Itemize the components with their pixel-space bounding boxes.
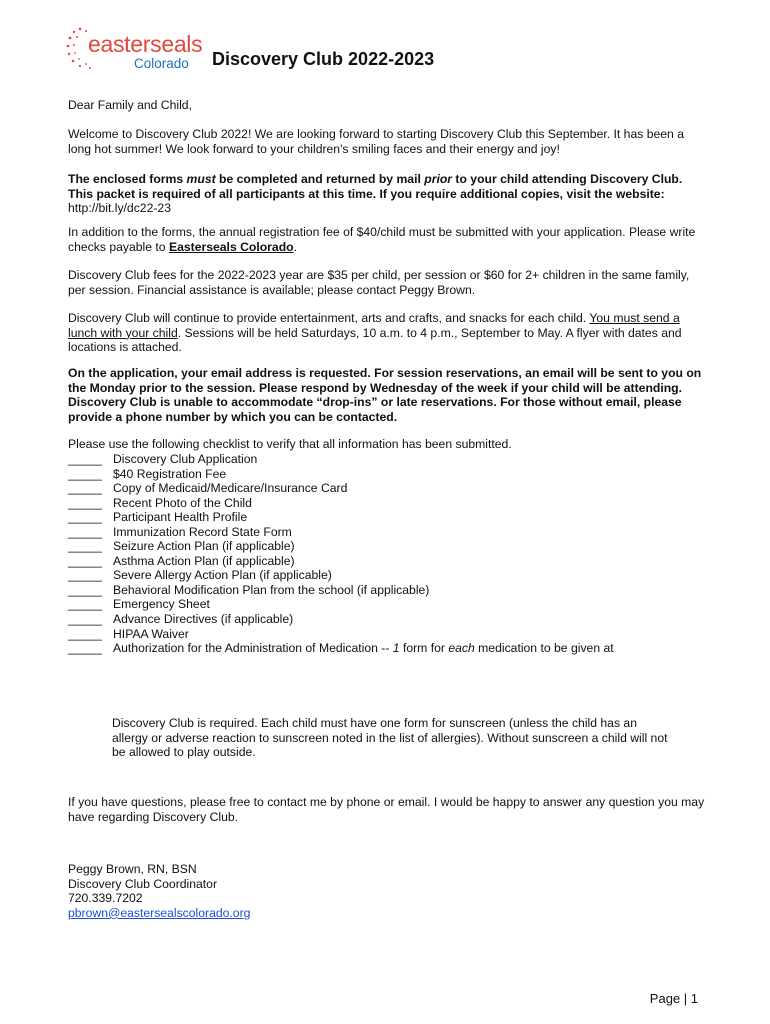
greeting: Dear Family and Child,	[68, 98, 192, 112]
signature-block	[68, 862, 708, 920]
checklist-item-label: HIPAA Waiver	[113, 626, 189, 641]
checklist-item-label: Advance Directives (if applicable)	[113, 612, 294, 627]
easterseals-logo	[66, 26, 206, 72]
fees-paragraph: Discovery Club fees for the 2022-2023 year are $35 per child, per session or $60 for 2+ children in the same family, per session. Financial assistance is available; please contact Peggy Brown.	[68, 268, 690, 297]
checklist-intro: Please use the following checklist to verify that all information has been submitted.	[68, 437, 512, 451]
checklist-item	[68, 597, 708, 612]
checklist-blank: _____	[68, 524, 102, 539]
checklist-blank: _____	[68, 510, 102, 525]
checklist-item	[68, 568, 708, 583]
checklist-item	[68, 467, 708, 482]
page-title: Discovery Club 2022-2023	[212, 49, 435, 69]
signature-name: Peggy Brown, RN, BSN	[68, 862, 197, 876]
checklist-blank: _____	[68, 495, 102, 510]
forms-emphasis-prior: prior	[424, 172, 453, 186]
checklist-item	[68, 539, 708, 554]
sunscreen-paragraph: Discovery Club is required. Each child must have one form for sunscreen (unless the child has an allergy or adverse reaction to sunscreen noted in the list of allergies). Without sunscreen a child will not be allowed to play outside.	[112, 716, 668, 760]
checklist-item-label: $40 Registration Fee	[113, 466, 227, 481]
logo-subtitle: Colorado	[134, 56, 189, 71]
checklist-item-label: Immunization Record State Form	[113, 524, 292, 539]
forms-paragraph	[68, 172, 708, 216]
signature-email-link[interactable]: pbrown@eastersealscolorado.org	[68, 905, 251, 920]
signature-phone: 720.339.7202	[68, 891, 143, 906]
checklist-item-label: Discovery Club Application	[113, 452, 258, 466]
checklist-item-label: Behavioral Modification Plan from the school (if applicable)	[113, 582, 430, 597]
medication-text: form for	[399, 641, 449, 655]
forms-url: http://bit.ly/dc22-23	[68, 201, 171, 216]
checklist-item-label: Participant Health Profile	[113, 510, 248, 525]
checklist-item	[68, 612, 708, 627]
medication-text: Authorization for the Administration of Medication --	[113, 641, 393, 655]
forms-text: to your child attending Discovery Club. This packet is required of all participants at this time. If you require additional copies, visit the website:	[68, 172, 683, 201]
checklist-item-label: Seizure Action Plan (if applicable)	[113, 539, 295, 554]
page-number: Page | 1	[649, 991, 698, 1006]
medication-item	[68, 641, 708, 656]
checklist-item	[68, 452, 708, 467]
checklist-item-label: Copy of Medicaid/Medicare/Insurance Card	[113, 481, 348, 496]
fee-paragraph	[68, 225, 708, 254]
checklist-item	[68, 627, 708, 642]
checklist-item	[68, 481, 708, 496]
checklist-blank: _____	[68, 641, 102, 655]
checklist-blank: _____	[68, 553, 102, 568]
welcome-paragraph: Welcome to Discovery Club 2022! We are looking forward to starting Discovery Club this September. It has been a long hot summer! We look forward to your children's smiling faces and their energy and joy!	[68, 127, 684, 156]
checklist-item	[68, 525, 708, 540]
checklist-item	[68, 510, 708, 525]
fee-text: In addition to the forms, the annual registration fee of $40/child must be submitted with your application. Please write checks payable to	[68, 225, 696, 254]
activities-text-end: . Sessions will be held Saturdays, 10 a.m. to 4 p.m., September to May. A flyer with dates and locations is attached.	[68, 325, 682, 355]
checklist-blank: _____	[68, 597, 102, 612]
checklist-blank: _____	[68, 626, 102, 641]
checklist-item-label: Severe Allergy Action Plan (if applicable)	[113, 568, 332, 583]
signature-role: Discovery Club Coordinator	[68, 876, 218, 891]
checklist-blank: _____	[68, 612, 102, 627]
activities-text: Discovery Club will continue to provide entertainment, arts and crafts, and snacks for each child.	[68, 311, 590, 325]
checklist-blank: _____	[68, 568, 102, 583]
checklist-blank: _____	[68, 481, 102, 496]
lunch-notice: You must send a lunch with your child	[68, 311, 680, 340]
email-notice-paragraph: On the application, your email address is requested. For session reservations, an email will be sent to you on the Monday prior to the session. Please respond by Wednesday of the week if your child will be attending. Discovery Club is unable to accommodate “drop-ins” or late reservations. For those without email, please provide a phone number by which you can be contacted.	[68, 366, 702, 424]
checklist-item	[68, 496, 708, 511]
activities-paragraph	[68, 311, 708, 355]
checklist-blank: _____	[68, 466, 102, 481]
checklist-blank: _____	[68, 539, 102, 554]
medication-each: each	[448, 641, 475, 655]
checklist-item	[68, 554, 708, 569]
checklist-item-label: Asthma Action Plan (if applicable)	[113, 553, 295, 568]
checklist-blank: _____	[68, 582, 102, 597]
forms-text: be completed and returned by mail	[215, 172, 425, 186]
fee-text-end: .	[293, 239, 297, 254]
checklist-item-label: Recent Photo of the Child	[113, 495, 252, 510]
logo-wordmark: easterseals	[88, 31, 203, 57]
medication-count: 1	[392, 641, 400, 655]
questions-paragraph: If you have questions, please free to contact me by phone or email. I would be happy to answer any question you may have regarding Discovery Club.	[68, 795, 705, 824]
checklist-item	[68, 583, 708, 598]
fee-payee: Easterseals Colorado	[168, 239, 294, 254]
medication-text-end: medication to be given at	[474, 641, 614, 655]
forms-emphasis-must: must	[186, 172, 216, 186]
checklist-item-label: Emergency Sheet	[113, 597, 210, 612]
checklist	[68, 452, 708, 641]
forms-text: The enclosed forms	[68, 172, 187, 186]
checklist-blank: _____	[68, 452, 102, 466]
